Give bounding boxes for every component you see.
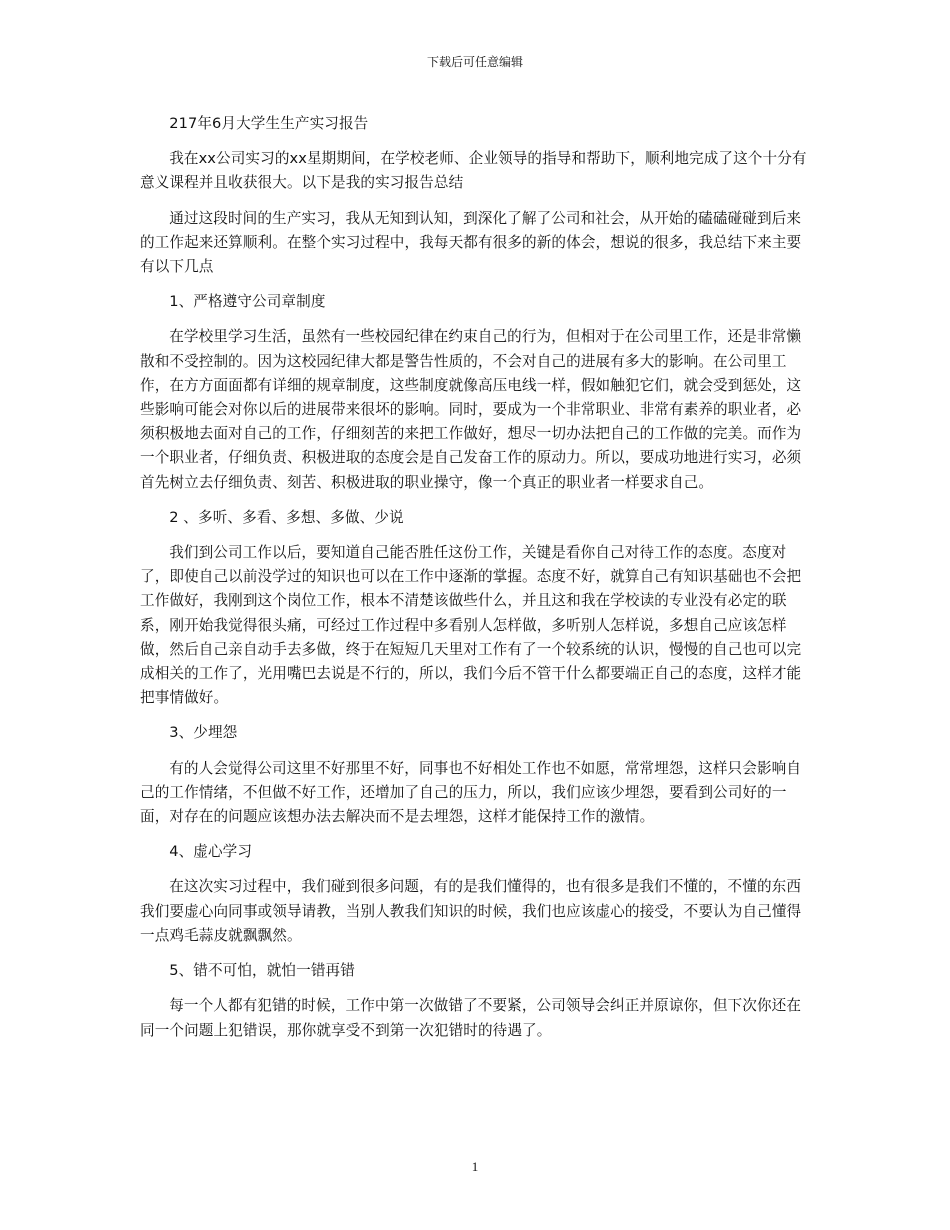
paragraph-section-2: 我们到公司工作以后，要知道自己能否胜任这份工作，关键是看你自己对待工作的态度。态度对了，即使自己以前没学过的知识也可以在工作中逐渐的掌握。态度不好，就算自己有知识基础也不会把工作做好，我刚到这个岗位工作，根本不清楚该做些什么，并且这和我在学校读的专业没有必定的联系，刚开始我觉得很头痛，可经过工作过程中多看别人怎样做，多听别人怎样说，多想自己应该怎样做，然后自己亲自动手去多做，终于在短短几天里对工作有了一个较系统的认识，慢慢的自己也可以完成相关的工作了，光用嘴巴去说是不行的，所以，我们今后不管干什么都要端正自己的态度，这样才能把事情做好。	[140, 544, 802, 707]
section-heading-1: 1、严格遵守公司章制度	[169, 293, 326, 311]
section-heading-5: 5、错不可怕，就怕一错再错	[169, 962, 355, 980]
page-header: 下载后可任意编辑	[426, 55, 523, 69]
section-heading-4: 4、虚心学习	[169, 843, 253, 861]
page-number: 1	[471, 1159, 479, 1174]
paragraph-section-3: 有的人会觉得公司这里不好那里不好，同事也不好相处工作也不如愿，常常埋怨，这样只会影响自己的工作情绪，不但做不好工作，还增加了自己的压力，所以，我们应该少埋怨，要看到公司好的一面，对存在的问题应该想办法去解决而不是去埋怨，这样才能保持工作的激情。	[140, 759, 802, 826]
section-heading-2: 2 、多听、多看、多想、多做、少说	[169, 508, 404, 526]
paragraph-overview: 通过这段时间的生产实习，我从无知到认知，到深化了解了公司和社会，从开始的磕磕碰碰到后来的工作起来还算顺利。在整个实习过程中，我每天都有很多的新的体会，想说的很多，我总结下来主要有以下几点	[140, 209, 802, 276]
paragraph-intro: 我在xx公司实习的xx星期期间，在学校老师、企业领导的指导和帮助下，顺利地完成了这个十分有意义课程并且收获很大。以下是我的实习报告总结	[140, 150, 807, 192]
document-body	[140, 112, 810, 1054]
paragraph-section-5: 每一个人都有犯错的时候，工作中第一次做错了不要紧，公司领导会纠正并原谅你，但下次你还在同一个问题上犯错误，那你就享受不到第一次犯错时的待遇了。	[140, 997, 802, 1039]
paragraph-section-4: 在这次实习过程中，我们碰到很多问题，有的是我们懂得的，也有很多是我们不懂的，不懂的东西我们要虚心向同事或领导请教，当别人教我们知识的时候，我们也应该虚心的接受，不要认为自己懂得一点鸡毛蒜皮就飘飘然。	[140, 878, 802, 944]
document-title: 217年6月大学生生产实习报告	[169, 115, 369, 132]
section-heading-3: 3、少埋怨	[169, 724, 238, 742]
paragraph-section-1: 在学校里学习生活，虽然有一些校园纪律在约束自己的行为，但相对于在公司里工作，还是非常懒散和不受控制的。因为这校园纪律大都是警告性质的，不会对自己的进展有多大的影响。在公司里工作，在方方面面都有详细的规章制度，这些制度就像高压电线一样，假如触犯它们，就会受到惩处，这些影响可能会对你以后的进展带来很坏的影响。同时，要成为一个非常职业、非常有素养的职业者，必须积极地去面对自己的工作，仔细刻苦的来把工作做好，想尽一切办法把自己的工作做的完美。而作为一个职业者，仔细负责、积极进取的态度会是自己发奋工作的原动力。所以，要成功地进行实习，必须首先树立去仔细负责、刻苦、积极进取的职业操守，像一个真正的职业者一样要求自己。	[140, 328, 802, 491]
